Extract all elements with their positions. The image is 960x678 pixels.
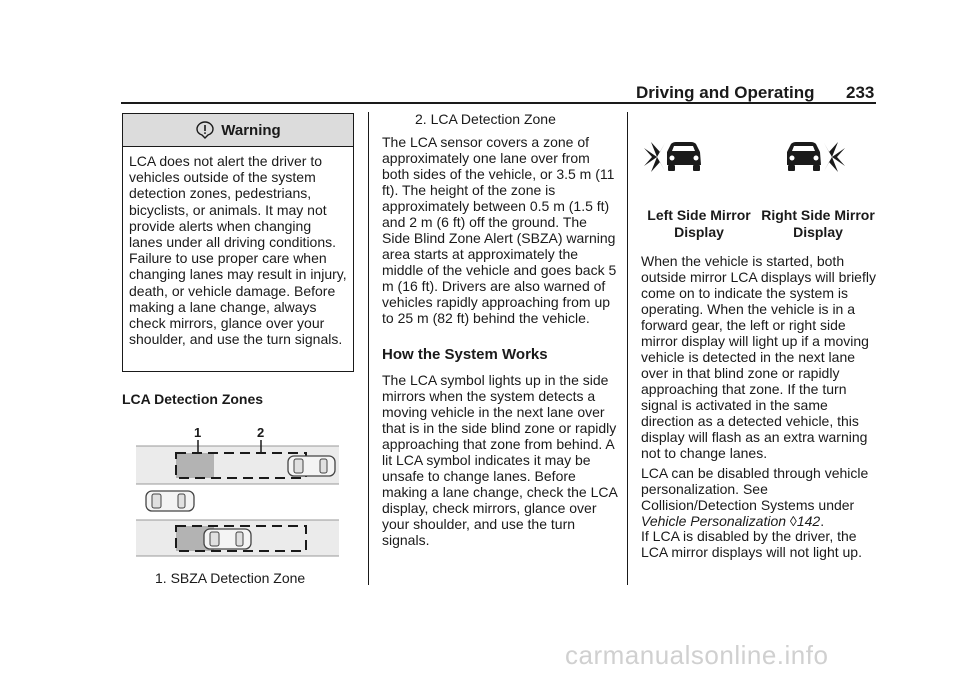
display-behavior-paragraph: When the vehicle is started, both outside mirror LCA displays will briefly come on to indicate the system is operating. When the vehicle is in a forward gear, the left or right side mirror display will light up if a moving vehicle is detected in the next lane over in that blind zone or rapidly approaching that zone. If the turn signal is activated in the same direction as a detected vehicle, this display will flash as an extra warning not to change lanes. [641,253,876,461]
how-it-works-paragraph: The LCA symbol lights up in the side mirrors when the system detects a moving vehicle in the next lane over that is in the side blind zone or rapidly approaching that zone from behind. A lit LCA symbol indicates it may be unsafe to change lanes. Before making a lane change, check the LCA display, check mirrors, glance over your shoulder, and use the turn signals. [382,372,618,548]
car-front-icon [787,142,821,171]
car-icon-bottom [204,529,251,549]
lca-zones-diagram [136,420,339,560]
left-display-label [636,207,762,241]
warning-text: LCA does not alert the driver to vehicles outside of the system detection zones, pedestrians, bicyclists, or animals. It may not provide alerts when changing lanes under all driving conditions. Failure to use proper care when changing lanes may result in injury, death, or vehicle damage. Before making a lane change, always check mirrors, glance over your shoulder, and use the turn signals. [129,153,347,348]
vehicle-personalization-link[interactable]: Vehicle Personalization [641,513,787,529]
disable-text-c: under [818,497,855,513]
warning-box [122,113,354,372]
zones-heading: LCA Detection Zones [122,391,264,407]
collision-systems-ref: Collision/Detection Systems [641,497,815,513]
sbza-zone-top [176,453,214,478]
how-it-works-heading: How the System Works [382,346,548,363]
caption-sbza: 1. SBZA Detection Zone [155,570,306,586]
column-divider-right [627,112,628,585]
right-mirror-lca-icon [785,138,847,176]
disable-paragraph [641,465,879,529]
zone-label-2: 2 [257,425,265,440]
column-divider-left [368,112,369,585]
zone-label-1: 1 [194,425,202,440]
right-display-label [758,207,878,241]
car-icon-middle [146,491,194,511]
disable-text-a: LCA can be disabled through vehicle personalization. See [641,465,869,497]
car-icon-top [288,456,335,476]
page-ref-symbol: ◊ [789,513,797,529]
page-ref-number[interactable]: 142 [796,513,821,529]
warning-header [123,114,353,147]
left-mirror-lca-icon [643,138,703,176]
header-rule [121,102,876,104]
lca-coverage-paragraph: The LCA sensor covers a zone of approximately one lane over from both sides of the vehicle, or 3.5 m (11 ft). The height of the zone is approximately between 0.5 m (1.5 ft) and 2 m (6 ft) off the ground. The Side Blind Zone Alert (SBZA) warning area starts at approximately the middle of the vehicle and goes back 5 m (16 ft). Drivers are also warned of vehicles rapidly approaching from up to 25 m (82 ft) behind the vehicle. [382,134,617,326]
right-display-label-line1: Right Side Mirror [761,207,875,223]
lca-star-icon [824,142,845,172]
disabled-note-paragraph: If LCA is disabled by the driver, the LCA mirror displays will not light up. [641,528,862,560]
right-display-label-line2: Display [793,224,843,240]
disable-text-end: . [820,513,825,529]
left-display-label-line2: Display [674,224,724,240]
warning-title: Warning [221,121,281,139]
lca-star-icon [644,142,665,172]
caption-lca: 2. LCA Detection Zone [415,111,556,127]
section-title: Driving and Operating [636,83,815,102]
watermark: carmanualsonline.info [565,640,829,670]
page-number: 233 [846,83,875,102]
car-front-icon [667,142,701,171]
left-display-label-line1: Left Side Mirror [647,207,751,223]
warning-icon [195,121,215,139]
